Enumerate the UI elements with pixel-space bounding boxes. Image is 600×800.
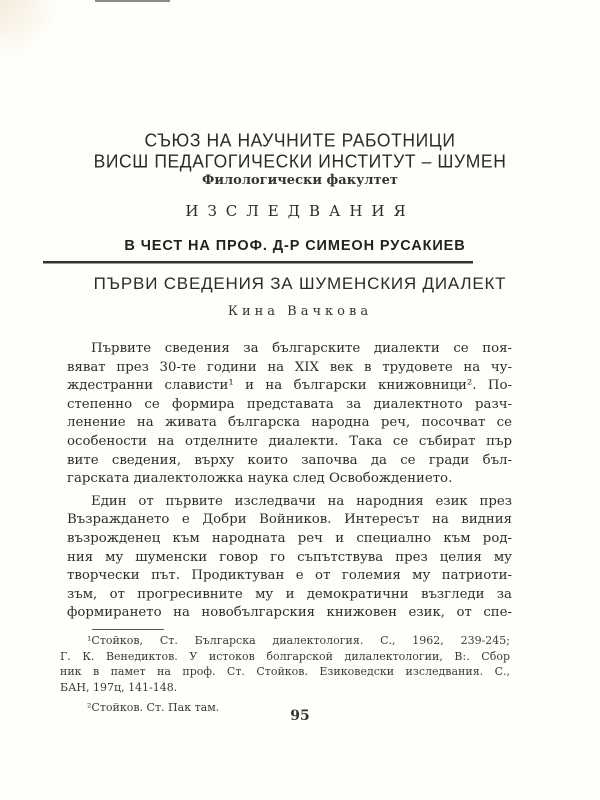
series-title: ИЗСЛЕДВАНИЯ — [185, 202, 415, 220]
footnote-line: ²Стойков. Ст. Пак там. — [87, 701, 220, 714]
text-line: творчески път. Продиктуван е от големия му патриоти- — [67, 568, 512, 584]
paragraph — [67, 340, 512, 489]
footnote-divider — [92, 629, 164, 630]
text-line: формирането на новобългарския книжовен език, от спе- — [67, 605, 512, 621]
faculty-name: Филологически факултет — [202, 173, 398, 188]
text-line: ния му шуменски говор го съпътствува през целия му — [67, 549, 512, 565]
article-author: Кина Вачкова — [227, 304, 373, 319]
footnote-line: ¹Стойков, Ст. Българска диалектология. С., 1962, 239-245; — [87, 634, 510, 647]
footnotes — [60, 633, 510, 716]
publication-header — [0, 130, 600, 188]
text-line: степенно се формира представата за диалектното разч- — [67, 396, 512, 412]
paragraph — [67, 493, 512, 623]
text-line: Възраждането е Добри Войников. Интересът на видния — [67, 512, 512, 528]
text-line: Първите сведения за българските диалекти се поя- — [91, 341, 512, 356]
organization-line-2: ВИСШ ПЕДАГОГИЧЕСКИ ИНСТИТУТ – ШУМЕН — [93, 150, 507, 172]
page-stain — [0, 0, 60, 60]
text-line: гарската диалектоложка наука след Освобождението. — [67, 471, 453, 487]
text-line: ленение на живата българска народна реч, посочват се — [67, 415, 512, 431]
text-line: особености на отделните диалекти. Така се събират пър — [67, 433, 512, 449]
article-title: ПЪРВИ СВЕДЕНИЯ ЗА ШУМЕНСКИЯ ДИАЛЕКТ — [93, 274, 507, 293]
text-line: вяват през 30-те години на XIX век в трудовете на чу- — [67, 359, 512, 375]
organization-line-1: СЪЮЗ НА НАУЧНИТЕ РАБОТНИЦИ — [144, 129, 456, 151]
page-number: 95 — [290, 708, 310, 724]
header-divider-shadow — [43, 263, 473, 264]
text-line: възрожденец към народната реч и специално към род- — [67, 530, 512, 546]
text-line: ждестранни слависти¹ и на български книжовници². По- — [67, 378, 512, 394]
text-line: Един от първите изследвачи на народния език през — [91, 493, 512, 509]
footnote-line: ник в памет на проф. Ст. Стойков. Езиковедски изследвания. С., — [60, 665, 510, 678]
footnote-1 — [60, 633, 510, 695]
text-line: вите сведения, върху които започва да се гради бъл- — [67, 452, 512, 468]
footnote-line: БАН, 197ц, 141-148. — [60, 680, 178, 694]
footnote-line: Г. К. Венедиктов. У истоков болгарской дилалектологии, В:. Сбор — [60, 649, 510, 663]
scan-edge-mark — [95, 0, 170, 2]
article-body — [67, 340, 512, 623]
text-line: зъм, от прогресивните му и демократични възгледи за — [67, 586, 512, 602]
dedication-title: В ЧЕСТ НА ПРОФ. Д-Р СИМЕОН РУСАКИЕВ — [124, 238, 466, 254]
